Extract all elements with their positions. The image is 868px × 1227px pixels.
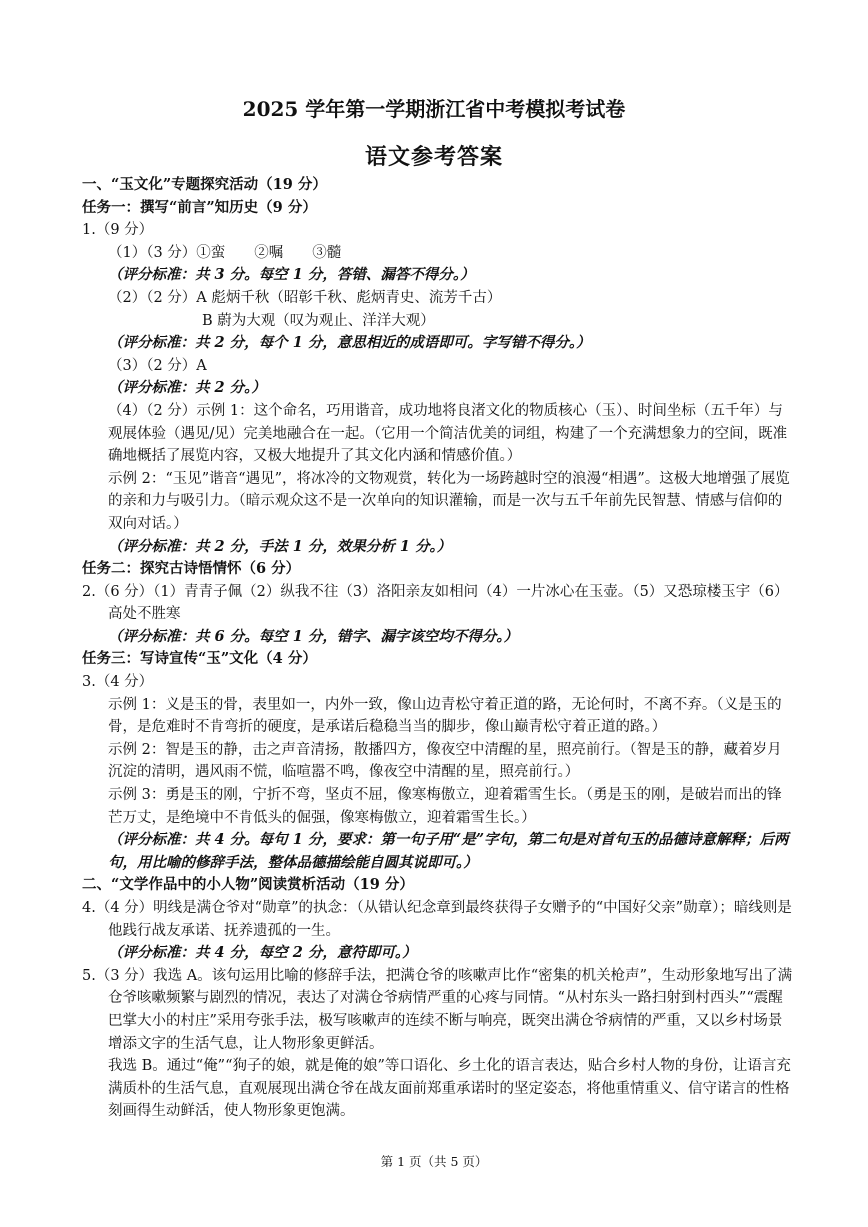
task-heading: 任务三：写诗宣传“玉”文化（4 分） [82,650,317,668]
answer-paragraph: 示例 1：义是玉的骨，表里如一，内外一致，像山边青松守着正道的路，无论何时，不离不弃。（义是玉的骨，是危难时不肯弯折的硬度，是承诺后稳稳当当的脚步，像山巅青松守着正道的路。） [108,696,782,736]
scoring-criteria: （评分标准：共 3 分。每空 1 分，答错、漏答不得分。） [108,266,475,284]
answer-line: （2）（2 分）A 彪炳千秋（昭彰千秋、彪炳青史、流芳千古） [108,289,502,306]
scoring-criteria: （评分标准：共 4 分。每句 1 分，要求：第一句子用“是”字句，第二句是对首句玉的品德诗意解释；后两句，用比喻的修辞手法，整体品德描绘能自圆其说即可。） [108,831,789,871]
answer-subtitle: 语文参考答案 [364,144,503,170]
scoring-criteria: （评分标准：共 6 分。每空 1 分，错字、漏字该空均不得分。） [108,627,519,645]
answer-line: （1）（3 分）①蛮 ②嘱 ③髓 [108,244,342,261]
answer-paragraph: （4）（2 分）示例 1：这个命名，巧用谐音，成功地将良渚文化的物质核心（玉）、时间坐标（五千年）与观展体验（遇见/见）完美地融合在一起。（它用一个简洁优美的词组，构建了一个充满想象力的空间，既准确地概括了展览内容，又极大地提升了其文化内涵和情感价值。） [108,402,788,465]
task-heading: 任务二：探究古诗悟情怀（6 分） [82,560,301,578]
answer-paragraph: 示例 3：勇是玉的刚，宁折不弯，坚贞不屈，像寒梅傲立，迎着霜雪生长。（勇是玉的刚，是破岩而出的锋芒万丈，是绝境中不肯低头的倔强，像寒梅傲立，迎着霜雪生长。） [108,787,782,826]
answer-paragraph: 示例 2：“玉见”谐音“遇见”，将冰冷的文物观赏，转化为一场跨越时空的浪漫“相遇”。这极大地增强了展览的亲和力与吸引力。（暗示观众这不是一次单向的知识灌输，而是一次与五千年前先民智慧、情感与信仰的双向对话。） [108,470,790,532]
scoring-criteria: （评分标准：共 2 分，手法 1 分，效果分析 1 分。） [108,537,452,555]
answer-paragraph: 我选 B。通过“俺”“狗子的娘，就是俺的娘”等口语化、乡土化的语言表达，贴合乡村人物的身份，让语言充满质朴的生活气息，直观展现出满仓爷在战友面前郑重承诺时的坚定姿态，将他重情重义、信守诺言的性格刻画得生动鲜活，使人物形象更饱满。 [108,1058,791,1120]
scoring-criteria: （评分标准：共 2 分。） [108,379,266,397]
question-number: 3.（4 分） [82,674,154,691]
answer-line: （3）（2 分）A [108,357,207,374]
scoring-criteria: （评分标准：共 4 分，每空 2 分，意符即可。） [108,944,417,962]
answer-content [82,174,794,1123]
page-number: 第 1 页（共 5 页） [380,1154,488,1169]
question-number: 1.（9 分） [82,222,154,239]
section-heading: 二、“文学作品中的小人物”阅读赏析活动（19 分） [82,876,414,894]
answer-paragraph: 4.（4 分）明线是满仓爷对“勋章”的执念：（从错认纪念章到最终获得子女赠予的“中国好父亲”勋章）；暗线则是他践行战友承诺、抚养遗孤的一生。 [82,900,792,939]
section-heading: 一、“玉文化”专题探究活动（19 分） [82,176,327,193]
scoring-criteria: （评分标准：共 2 分，每个 1 分，意思相近的成语即可。字写错不得分。） [108,334,591,352]
answer-paragraph: 示例 2：智是玉的静，击之声音清扬，散播四方，像夜空中清醒的星，照亮前行。（智是玉的静，藏着岁月沉淀的清明，遇风雨不慌，临喧嚣不鸣，像夜空中清醒的星，照亮前行。） [108,741,782,781]
answer-line: B 蔚为大观（叹为观止、洋洋大观） [202,312,435,329]
task-heading: 任务一：撰写“前言”知历史（9 分） [82,198,317,216]
exam-title: 2025 学年第一学期浙江省中考模拟考试卷 [242,97,626,121]
answer-paragraph: 5.（3 分）我选 A。该句运用比喻的修辞手法，把满仓爷的咳嗽声比作“密集的机关枪声”，生动形象地写出了满仓爷咳嗽频繁与剧烈的情况，表达了对满仓爷病情严重的心疼与同情。“从村东头一路扫射到村西头”“震醒巴掌大小的村庄”采用夸张手法，极写咳嗽声的连续不断与响亮，既突出满仓爷病情的严重，又以乡村场景增添文字的生活气息，让人物形象更鲜活。 [82,967,793,1052]
answer-paragraph: 2.（6 分）（1）青青子佩（2）纵我不往（3）洛阳亲友如相问（4）一片冰心在玉壶。（5）又恐琼楼玉宇（6）高处不胜寒 [82,583,789,623]
